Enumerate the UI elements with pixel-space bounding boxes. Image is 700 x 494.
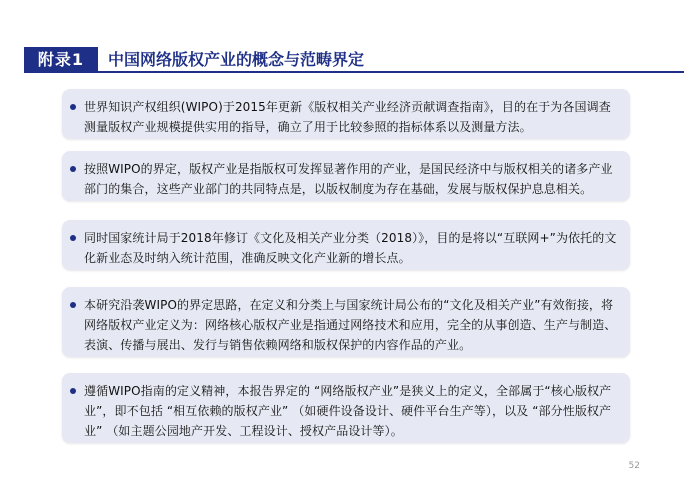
appendix-tag: 附录1 <box>24 47 98 73</box>
bullet-icon <box>70 302 76 308</box>
bullet-icon <box>70 235 76 241</box>
card-text: 同时国家统计局于2018年修订《文化及相关产业分类（2018）》，目的是将以“互联网+”为依托的文化新业态及时纳入统计范围，准确反映文化产业新的增长点。 <box>84 231 617 265</box>
page-title: 中国网络版权产业的概念与范畴界定 <box>108 50 365 69</box>
card-text: 世界知识产权组织(WIPO)于2015年更新《版权相关产业经济贡献调查指南》，目的在于为各国调查测量版权产业规模提供实用的指导，确立了用于比较参照的指标体系以及测量方法。 <box>84 100 611 134</box>
card-text: 本研究沿袭WIPO的界定思路，在定义和分类上与国家统计局公布的“文化及相关产业”有效衔接，将网络版权产业定义为：网络核心版权产业是指通过网络技术和应用，完全的从事创造、生产与制造、表演、传播与展出、发行与销售依赖网络和版权保护的内容作品的产业。 <box>84 298 617 352</box>
section-header <box>24 47 684 73</box>
bullet-icon <box>70 104 76 110</box>
page-number: 52 <box>628 461 640 471</box>
card-text: 按照WIPO的界定，版权产业是指版权可发挥显著作用的产业，是国民经济中与版权相关的诸多产业部门的集合，这些产业部门的共同特点是，以版权制度为存在基础，发展与版权保护息息相关。 <box>84 162 613 196</box>
card-text: 遵循WIPO指南的定义精神，本报告界定的 “网络版权产业”是狭义上的定义，全部属于“核心版权产业”，即不包括 “相互依赖的版权产业” （如硬件设备设计、硬件平台生产等），以及 “部分性版权产业” （如主题公园地产开发、工程设计、授权产品设计等）。 <box>84 384 612 438</box>
content-card-2 <box>62 151 630 201</box>
content-card-4 <box>62 287 630 357</box>
content-card-1 <box>62 89 630 139</box>
content-card-3 <box>62 220 630 270</box>
bullet-icon <box>70 388 76 394</box>
header-underline <box>98 71 684 73</box>
bullet-icon <box>70 166 76 172</box>
content-card-5 <box>62 373 630 443</box>
